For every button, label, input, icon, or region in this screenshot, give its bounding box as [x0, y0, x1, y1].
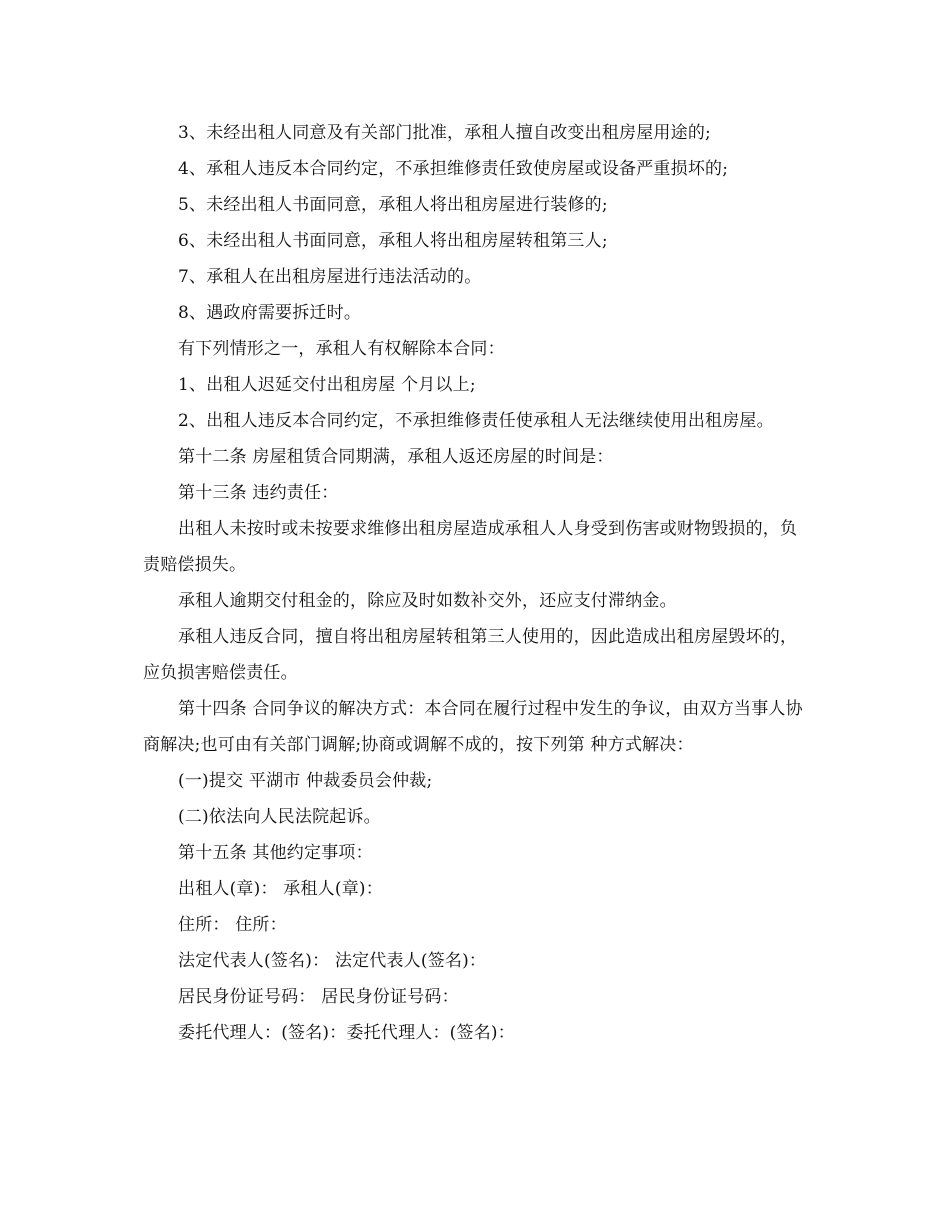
- tenant-termination-item-1: 1、出租人迟延交付出租房屋 个月以上;: [178, 375, 476, 395]
- signature-representative-line: 法定代表人(签名)： 法定代表人(签名)：: [178, 951, 487, 971]
- clause-item-7: 7、承租人在出租房屋进行违法活动的。: [178, 267, 482, 287]
- clause-item-6: 6、未经出租人书面同意，承租人将出租房屋转租第三人;: [178, 231, 608, 251]
- clause-item-5: 5、未经出租人书面同意，承租人将出租房屋进行装修的;: [178, 195, 608, 215]
- dispute-option-2: (二)依法向人民法院起诉。: [178, 807, 381, 827]
- clause-item-8: 8、遇政府需要拆迁时。: [178, 303, 362, 323]
- article-12: 第十二条 房屋租赁合同期满，承租人返还房屋的时间是：: [178, 447, 614, 467]
- signature-seal-line: 出租人(章)： 承租人(章)：: [178, 879, 383, 899]
- liability-landlord: 出租人未按时或未按要求维修出租房屋造成承租人人身受到伤害或财物毁损的，负责赔偿损失。: [143, 519, 798, 575]
- document-body: [143, 115, 803, 1051]
- signature-agent-line: 委托代理人：(签名)：委托代理人：(签名)：: [178, 1023, 515, 1043]
- dispute-option-1: (一)提交 平湖市 仲裁委员会仲裁;: [178, 771, 433, 791]
- tenant-termination-intro: 有下列情形之一，承租人有权解除本合同：: [178, 339, 505, 359]
- article-13-heading: 第十三条 违约责任：: [178, 483, 339, 503]
- clause-item-3: 3、未经出租人同意及有关部门批准，承租人擅自改变出租房屋用途的;: [178, 123, 711, 143]
- article-14: 第十四条 合同争议的解决方式：本合同在履行过程中发生的争议，由双方当事人协商解决;也可由有关部门调解;协商或调解不成的，按下列第 种方式解决：: [143, 699, 803, 755]
- signature-id-line: 居民身份证号码： 居民身份证号码：: [178, 987, 459, 1007]
- signature-address-line: 住所： 住所：: [178, 915, 287, 935]
- tenant-termination-item-2: 2、出租人违反本合同约定，不承担维修责任使承租人无法继续使用出租房屋。: [178, 411, 774, 431]
- liability-sublease: 承租人违反合同，擅自将出租房屋转租第三人使用的，因此造成出租房屋毁坏的，应负损害赔偿责任。: [143, 627, 798, 683]
- liability-late-rent: 承租人逾期交付租金的，除应及时如数补交外，还应支付滞纳金。: [178, 591, 677, 611]
- clause-item-4: 4、承租人违反本合同约定，不承担维修责任致使房屋或设备严重损坏的;: [178, 159, 729, 179]
- article-15: 第十五条 其他约定事项：: [178, 843, 373, 863]
